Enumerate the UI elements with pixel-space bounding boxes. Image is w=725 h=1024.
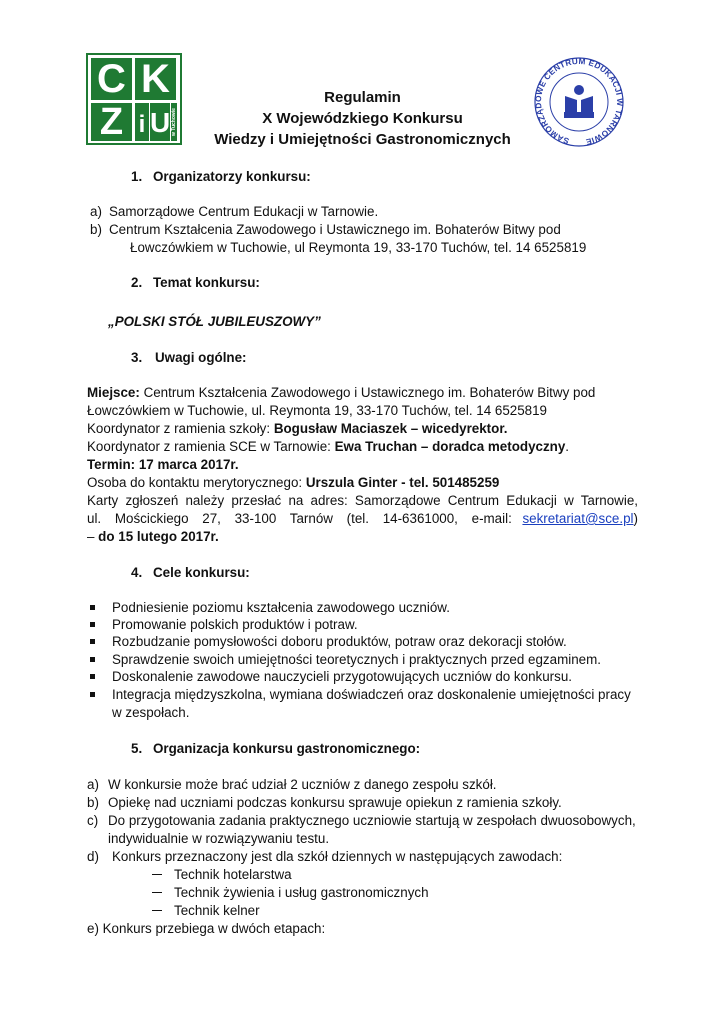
section-2-number: 2.: [131, 275, 143, 290]
logo-letter-u: U: [150, 103, 170, 141]
coordinator-sce-label: Koordynator z ramienia SCE w Tarnowie:: [87, 439, 335, 454]
list-marker: c): [87, 813, 99, 828]
bullet-icon: [90, 692, 95, 697]
list-marker: a): [90, 204, 102, 219]
list-item: [90, 616, 650, 634]
list-item: [87, 794, 647, 812]
title-line-3: Wiedzy i Umiejętności Gastronomicznych: [214, 131, 511, 148]
profession-item: [152, 884, 552, 902]
logo-letter-z: Z: [91, 103, 132, 141]
bullet-icon: [90, 674, 95, 679]
section-5-number: 5.: [131, 741, 143, 756]
list-marker: b): [87, 795, 99, 810]
contact-name: Urszula Ginter - tel. 501485259: [305, 475, 500, 490]
list-text: Podniesienie poziomu kształcenia zawodowego uczniów.: [112, 600, 450, 615]
coordinator-school-label: Koordynator z ramienia szkoły:: [87, 421, 274, 436]
list-item: [87, 812, 647, 848]
deadline-dash: –: [87, 529, 99, 544]
deadline-date: do 15 lutego 2017r.: [98, 529, 219, 544]
list-text: Sprawdzenie swoich umiejętności teoretycznych i praktycznych przed egzaminem.: [112, 652, 601, 667]
coordinator-school: [87, 420, 508, 438]
coordinator-sce: [87, 438, 569, 456]
logo-letter-i: i: [135, 103, 149, 141]
list-text: Promowanie polskich produktów i potraw.: [112, 617, 358, 632]
section-5-heading: Organizacja konkursu gastronomicznego:: [153, 741, 421, 756]
cards-line-1: Karty zgłoszeń należy przesłać na adres: Samorządowe Centrum Edukacji w Tarnowie,: [87, 493, 638, 508]
cards-address: ul. Mościckiego 27, 33-100 Tarnów (tel. 14-6361000, e-mail:: [87, 511, 512, 526]
sce-ring-text: SAMORZĄDOWE CENTRUM EDUKACJI W TARNOWIE: [533, 56, 625, 147]
bullet-icon: [90, 639, 95, 644]
list-item: [90, 686, 650, 722]
list-text: W konkursie może brać udział 2 uczniów z danego zespołu szkół.: [108, 777, 497, 792]
list-text-line-2: indywidualnie w rozwiązywaniu testu.: [108, 831, 330, 846]
contest-theme: „POLSKI STÓŁ JUBILEUSZOWY”: [108, 314, 321, 329]
coordinator-sce-end: .: [565, 439, 570, 454]
stages-line: e) Konkurs przebiega w dwóch etapach:: [87, 921, 326, 936]
place-label: Miejsce:: [87, 385, 140, 400]
section-1-number: 1.: [131, 169, 143, 184]
list-text: Samorządowe Centrum Edukacji w Tarnowie.: [109, 204, 379, 219]
logo-side-text: w Tuchowie: [171, 103, 177, 141]
dash-icon: [152, 874, 162, 875]
list-item: [90, 221, 650, 257]
contact-label: Osoba do kontaktu merytorycznego:: [87, 475, 306, 490]
place-line-2: Łowczówkiem w Tuchowie, ul. Reymonta 19, 33-170 Tuchów, tel. 14 6525819: [87, 403, 548, 418]
section-1-heading: Organizatorzy konkursu:: [153, 169, 311, 184]
title-line-2: X Wojewódzkiego Konkursu: [262, 110, 463, 127]
coordinator-sce-name: Ewa Truchan – doradca metodyczny: [334, 439, 566, 454]
profession-text: Technik żywienia i usług gastronomicznych: [174, 885, 429, 900]
deadline: [87, 528, 219, 546]
profession-text: Technik hotelarstwa: [174, 867, 292, 882]
list-text-line-2: w zespołach.: [112, 705, 190, 720]
bullet-icon: [90, 622, 95, 627]
term: Termin: 17 marca 2017r.: [87, 457, 239, 472]
list-item: [90, 668, 650, 686]
cards-line-2: [87, 510, 638, 528]
profession-item: [152, 866, 552, 884]
section-4-heading: Cele konkursu:: [153, 565, 250, 580]
list-text: Konkurs przeznaczony jest dla szkół dziennych w następujących zawodach:: [112, 849, 563, 864]
email-link[interactable]: sekretariat@sce.pl: [522, 511, 634, 526]
list-text-line-2: Łowczówkiem w Tuchowie, ul Reymonta 19, 33-170 Tuchów, tel. 14 6525819: [130, 240, 587, 255]
list-text: Opiekę nad uczniami podczas konkursu sprawuje opiekun z ramienia szkoły.: [108, 795, 562, 810]
logo-letter-c: C: [91, 58, 132, 100]
list-item: [87, 848, 647, 866]
place-line-1: [87, 384, 595, 402]
list-marker: b): [90, 222, 102, 237]
list-text: Rozbudzanie pomysłowości doboru produktów, potraw oraz dekoracji stołów.: [112, 634, 567, 649]
dash-icon: [152, 892, 162, 893]
list-text-line-1: Do przygotowania zadania praktycznego uczniowie startują w zespołach dwuosobowych,: [108, 813, 636, 828]
bullet-icon: [90, 657, 95, 662]
coordinator-school-name: Bogusław Maciaszek – wicedyrektor.: [273, 421, 508, 436]
bullet-icon: [90, 605, 95, 610]
list-text-line-1: Integracja międzyszkolna, wymiana doświadczeń oraz doskonalenie umiejętności pracy: [112, 687, 631, 702]
place-text: Centrum Kształcenia Zawodowego i Ustawicznego im. Bohaterów Bitwy pod: [139, 385, 596, 400]
logo-letter-k: K: [135, 58, 176, 100]
list-item: [90, 203, 650, 221]
list-marker: d): [87, 849, 99, 864]
section-3-number: 3.: [131, 350, 143, 365]
list-item: [90, 599, 650, 617]
list-item: [90, 651, 650, 669]
list-text: Doskonalenie zawodowe nauczycieli przygotowujących uczniów do konkursu.: [112, 669, 572, 684]
section-3-heading: Uwagi ogólne:: [155, 350, 247, 365]
section-4-number: 4.: [131, 565, 143, 580]
profession-text: Technik kelner: [174, 903, 260, 918]
contact-person: [87, 474, 499, 492]
list-item: [90, 633, 650, 651]
profession-item: [152, 902, 552, 920]
title-line-1: Regulamin: [324, 89, 401, 106]
list-item: [87, 776, 647, 794]
list-marker: a): [87, 777, 99, 792]
list-text-line-1: Centrum Kształcenia Zawodowego i Ustawicznego im. Bohaterów Bitwy pod: [109, 222, 561, 237]
dash-icon: [152, 910, 162, 911]
section-2-heading: Temat konkursu:: [153, 275, 260, 290]
cards-end: ): [633, 511, 638, 526]
